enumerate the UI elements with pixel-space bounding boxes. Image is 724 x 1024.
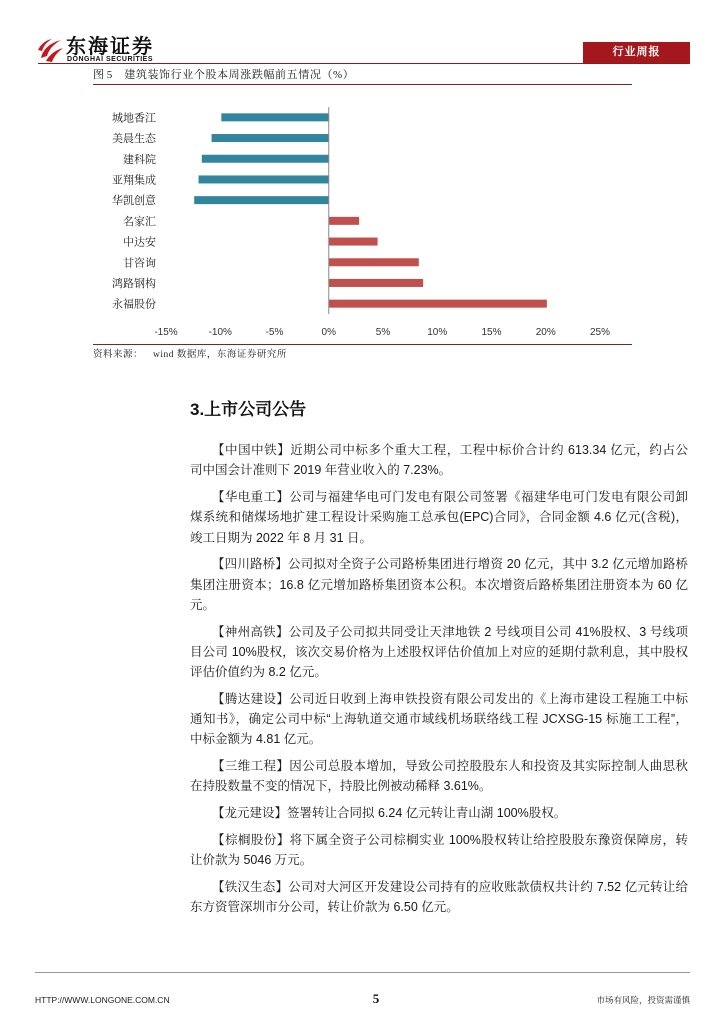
text-line: 【腾达建设】公司近日收到上海申铁投资有限公司发出的《上海市建设工程施工中标 xyxy=(212,691,688,706)
text-line: 【四川路桥】公司拟对全资子公司路桥集团进行增资 20 亿元，其中 3.2 亿元增加路桥 xyxy=(212,557,688,572)
x-tick-label: 25% xyxy=(589,327,611,338)
text-line: 集团注册资本；16.8 亿元增加路桥集团资本公积。本次增资后路桥集团注册资本为 60 亿 xyxy=(190,577,688,592)
announcement-paragraph xyxy=(190,622,688,683)
text-line: 评估价值约为 8.2 亿元。 xyxy=(190,665,327,680)
chart-bar xyxy=(221,113,328,121)
chart-category-label: 永福股份 xyxy=(112,298,156,311)
x-tick-label: 5% xyxy=(375,327,391,338)
x-tick-label: 20% xyxy=(535,327,556,338)
figure-caption xyxy=(93,68,354,82)
announcement-paragraph xyxy=(190,487,688,548)
chart-bar xyxy=(199,175,329,183)
chart-category-labels xyxy=(112,110,157,310)
text-line: 【华电重工】公司与福建华电可门发电有限公司签署《福建华电可门发电有限公司卸 xyxy=(212,489,688,504)
text-line: 【铁汉生态】公司对大河区开发建设公司持有的应收账款债权共计约 7.52 亿元转让给 xyxy=(212,879,688,894)
source-text: wind 数据库，东海证券研究所 xyxy=(153,350,287,360)
chart-category-label: 城地香江 xyxy=(112,112,156,125)
text-line: 通知书》，确定公司中标“上海轨道交通市域线机场联络线工程 JCXSG-15 标施工工程”， xyxy=(190,712,688,727)
footer-website: HTTP://WWW.LONGONE.COM.CN xyxy=(35,995,170,1005)
x-tick-label: -10% xyxy=(208,327,232,338)
chart-category-label: 美晨生态 xyxy=(112,133,156,146)
text-line: 元。 xyxy=(190,597,216,612)
x-tick-label: -15% xyxy=(154,327,178,338)
figure-bottom-rule xyxy=(93,344,632,345)
chart-bar xyxy=(194,196,329,204)
text-line: 【棕榈股份】将下属全资子公司棕榈实业 100%股权转让给控股股东豫资保障房，转 xyxy=(212,832,688,847)
chart-bars xyxy=(194,113,547,307)
chart-x-axis-labels xyxy=(154,327,610,338)
announcement-paragraph xyxy=(190,756,688,797)
donghai-logo-icon xyxy=(36,35,64,63)
logo-company-name-en: DONGHAI SECURITIES xyxy=(67,56,154,63)
section-heading: 3.上市公司公告 xyxy=(190,400,307,419)
announcement-paragraph xyxy=(190,830,688,871)
text-line: 【三维工程】因公司总股本增加，导致公司控股股东人和投资及其实际控制人曲思秋 xyxy=(212,759,688,774)
logo-company-name: 东海证券 xyxy=(66,34,154,58)
chart-category-label: 华凯创意 xyxy=(112,195,156,208)
announcements xyxy=(190,440,688,924)
figure-source xyxy=(93,349,287,362)
risk-disclaimer: 市场有风险，投资需谨慎 xyxy=(596,995,690,1005)
text-line: 【神州高铁】公司及子公司拟共同受让天津地铁 2 号线项目公司 41%股权、3 号线项 xyxy=(212,624,688,639)
header-divider xyxy=(38,63,690,64)
text-line: 中标金额为 4.81 亿元。 xyxy=(190,732,322,747)
chart-category-label: 鸿路钢构 xyxy=(112,277,156,290)
chart-bar xyxy=(212,134,329,142)
text-line: 让价款为 5046 万元。 xyxy=(190,853,313,868)
announcement-paragraph xyxy=(190,877,688,918)
text-line: 司中国会计准则下 2019 年营业收入的 7.23%。 xyxy=(190,463,452,478)
x-tick-label: 0% xyxy=(321,327,336,338)
text-line: 东方资管深圳市分公司，转让价款为 6.50 亿元。 xyxy=(190,900,459,915)
figure-label: 图 5 xyxy=(93,69,113,81)
text-line: 煤系统和储煤场地扩建工程设计采购施工总承包(EPC)合同》，合同金额 4.6 亿元(含税)， xyxy=(190,510,688,525)
text-line: 竣工日期为 2022 年 8 月 31 日。 xyxy=(190,530,373,545)
x-tick-label: 10% xyxy=(427,327,448,338)
text-line: 【中国中铁】近期公司中标多个重大工程，工程中标价合计约 613.34 亿元，约占公 xyxy=(212,443,688,457)
chart-category-label: 中达安 xyxy=(123,236,156,249)
stock-change-bar-chart xyxy=(93,88,632,344)
chart-category-label: 甘咨询 xyxy=(123,257,156,270)
announcement-paragraph xyxy=(190,440,688,481)
figure-top-rule xyxy=(93,84,632,85)
announcement-paragraph xyxy=(190,803,688,823)
x-tick-label: -5% xyxy=(265,327,284,338)
text-line: 目公司 10%股权，该次交易价格为上述股权评估价值加上对应的延期付款利息，其中股权 xyxy=(190,644,688,659)
chart-category-label: 亚翔集成 xyxy=(112,174,156,187)
announcement-paragraph xyxy=(190,554,688,615)
text-line: 在持股数量不变的情况下，持股比例被动稀释 3.61%。 xyxy=(190,779,492,794)
source-label: 资料来源： xyxy=(93,350,144,360)
figure-title: 建筑装饰行业个股本周涨跌幅前五情况（%） xyxy=(124,69,355,81)
x-tick-label: 15% xyxy=(481,327,502,338)
chart-bar xyxy=(329,258,419,266)
footer-divider xyxy=(35,972,690,973)
chart-bar xyxy=(202,155,329,163)
page-number: 5 xyxy=(372,991,380,1006)
chart-category-label: 建科院 xyxy=(123,153,156,166)
chart-category-label: 名家汇 xyxy=(123,215,156,228)
chart-bar xyxy=(329,217,359,225)
report-type-badge: 行业周报 xyxy=(583,42,690,63)
text-line: 【龙元建设】签署转让合同拟 6.24 亿元转让青山湖 100%股权。 xyxy=(212,806,567,821)
chart-bar xyxy=(329,300,547,308)
announcement-paragraph xyxy=(190,689,688,750)
chart-bar xyxy=(329,238,378,246)
chart-bar xyxy=(329,279,423,287)
